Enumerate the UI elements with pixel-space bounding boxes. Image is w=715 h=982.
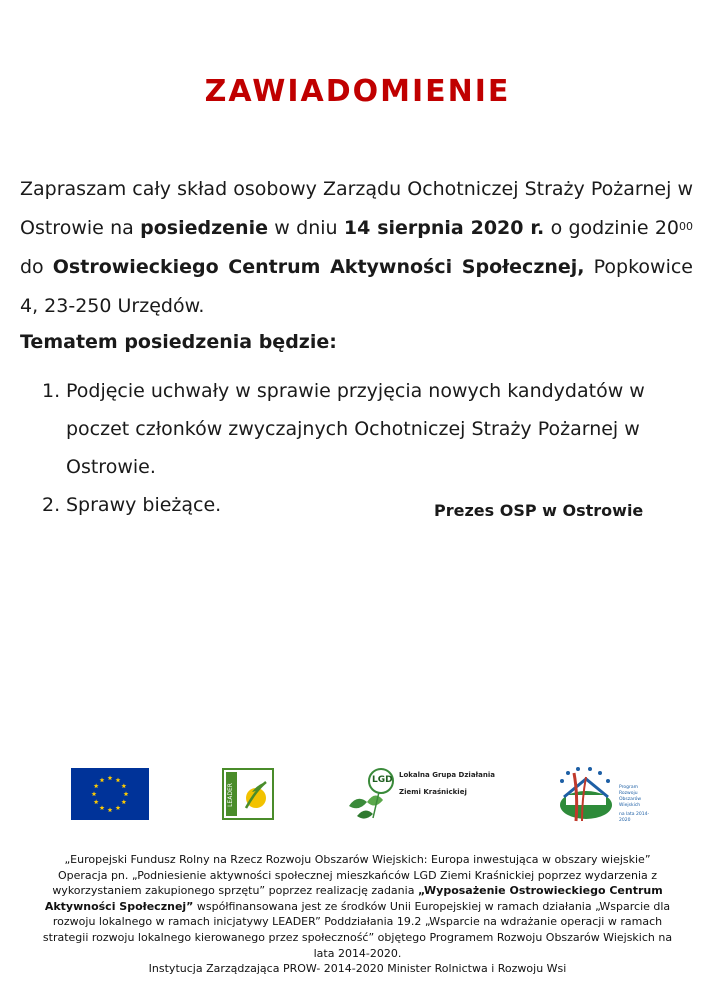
lgd-name-line1: Lokalna Grupa Działania [399, 771, 495, 779]
footer-task-name: „Wyposażenie Ostrowieckiego Centrum Aktywności Społecznej” [44, 884, 663, 913]
logo-strip [0, 763, 715, 825]
intro-text-1: Zapraszam cały skład osobowy Zarządu Ochotniczej Straży Pożarnej w Ostrowie na [20, 178, 693, 239]
footer-line-1: „Europejski Fundusz Rolny na Rzecz Rozwoju Obszarów Wiejskich: Europa inwestująca w obszary wiejskie” [64, 853, 651, 866]
intro-paragraph [20, 170, 693, 326]
agenda-item-text: Sprawy bieżące. [66, 494, 222, 516]
prow-line3: Obszarów [619, 797, 642, 802]
lgd-logo [343, 766, 503, 824]
intro-text-2: w dniu [267, 217, 344, 239]
agenda-item-text: Podjęcie uchwały w sprawie przyjęcia nowych kandydatów w poczet członków zwyczajnych Ochotniczej Straży Pożarnej w Ostrowie. [66, 380, 645, 478]
footer-paragraph [40, 868, 675, 962]
eu-flag-icon [71, 768, 149, 820]
lgd-name-line2: Ziemi Kraśnickiej [399, 788, 467, 796]
agenda-heading: Tematem posiedzenia będzie: [20, 331, 337, 353]
agenda-item-number: 1. [42, 380, 61, 402]
prow-line2: Rozwoju [619, 791, 638, 796]
prow-caption [619, 785, 656, 824]
signature: Prezes OSP w Ostrowie [434, 501, 644, 520]
time-minutes: 00 [679, 220, 693, 233]
prow-line4: Wiejskich [619, 803, 641, 808]
leader-logo-icon [222, 768, 274, 820]
agenda-item-number: 2. [42, 494, 61, 516]
lgd-name [399, 770, 495, 798]
prow-line1: Program [619, 785, 638, 790]
venue-name: Ostrowieckiego Centrum Aktywności Społecznej, [52, 256, 585, 278]
meeting-word: posiedzenie [140, 217, 268, 239]
prow-logo [556, 765, 656, 825]
venue-address: Popkowice 4, 23-250 Urzędów. [20, 256, 693, 317]
page-title: ZAWIADOMIENIE [204, 74, 511, 109]
meeting-date: 14 sierpnia 2020 r. [343, 217, 545, 239]
agenda-item [20, 372, 693, 486]
intro-text-3: o godzinie 20 [544, 217, 679, 239]
lgd-badge-text: LGD [372, 775, 393, 785]
intro-text-4: do [20, 256, 53, 278]
footer-line-3: Instytucja Zarządzająca PROW- 2014-2020 Minister Rolnictwa i Rozwoju Wsi [148, 962, 567, 976]
prow-line5: na lata 2014-2020 [619, 812, 650, 823]
svg-text:LEADER: LEADER [227, 783, 234, 807]
funding-footer [40, 852, 675, 977]
footer-text-c: współfinansowana jest ze środków Unii Europejskiej w ramach działania „Wsparcie dla rozwoju lokalnego w ramach inicjatywy LEADER” Poddziałania 19.2 „Wsparcie na wdrażanie operacji w ramach strategii rozwoju lokalnego kierowanego przez społeczność” objętego Programem Rozwoju Obszarów Wiejskich na lata 2014-2020. [42, 899, 673, 960]
footer-text-a: Operacja pn. „Podniesienie aktywności społecznej mieszkańców LGD Ziemi Kraśnickiej poprzez wydarzenia z wykorzystaniem zakupionego sprzętu” poprzez realizację zadania [52, 868, 658, 898]
